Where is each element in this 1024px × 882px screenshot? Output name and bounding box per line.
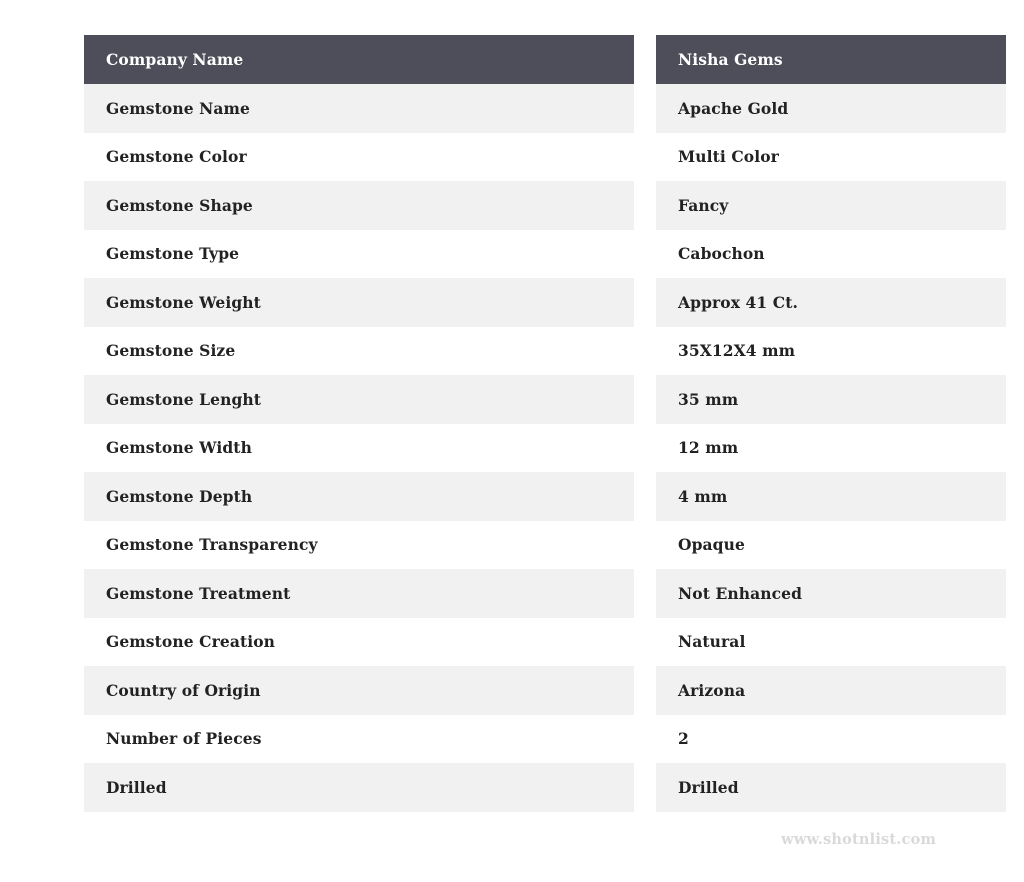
table-row — [84, 569, 1006, 618]
table-row — [84, 84, 1006, 133]
row-label: Gemstone Type — [84, 230, 645, 279]
table-row — [84, 472, 1006, 521]
row-label: Gemstone Shape — [84, 181, 645, 230]
table-header-row — [84, 35, 1006, 84]
row-value: Drilled — [645, 763, 1006, 812]
row-value: 35 mm — [645, 375, 1006, 424]
row-label: Gemstone Name — [84, 84, 645, 133]
row-value: Opaque — [645, 521, 1006, 570]
table-row — [84, 424, 1006, 473]
table-row — [84, 521, 1006, 570]
row-label: Gemstone Creation — [84, 618, 645, 667]
table-row — [84, 133, 1006, 182]
table-row — [84, 715, 1006, 764]
row-value: Arizona — [645, 666, 1006, 715]
gemstone-spec-table — [84, 35, 1006, 812]
row-value: Not Enhanced — [645, 569, 1006, 618]
row-label: Drilled — [84, 763, 645, 812]
row-label: Gemstone Treatment — [84, 569, 645, 618]
row-value: Multi Color — [645, 133, 1006, 182]
row-value: Apache Gold — [645, 84, 1006, 133]
row-value: Approx 41 Ct. — [645, 278, 1006, 327]
row-label: Gemstone Size — [84, 327, 645, 376]
table-row — [84, 763, 1006, 812]
row-label: Gemstone Depth — [84, 472, 645, 521]
row-label: Country of Origin — [84, 666, 645, 715]
row-value: 35X12X4 mm — [645, 327, 1006, 376]
row-value: Fancy — [645, 181, 1006, 230]
table-row — [84, 618, 1006, 667]
row-value: 4 mm — [645, 472, 1006, 521]
row-value: 12 mm — [645, 424, 1006, 473]
table-row — [84, 181, 1006, 230]
row-value: Cabochon — [645, 230, 1006, 279]
table-row — [84, 230, 1006, 279]
row-label: Gemstone Transparency — [84, 521, 645, 570]
row-label: Gemstone Weight — [84, 278, 645, 327]
table-row — [84, 278, 1006, 327]
table-row — [84, 666, 1006, 715]
row-label: Gemstone Color — [84, 133, 645, 182]
table-header-value: Nisha Gems — [645, 35, 1006, 84]
watermark: www.shotnlist.com — [781, 831, 936, 848]
row-label: Gemstone Lenght — [84, 375, 645, 424]
spec-table-body — [84, 35, 1006, 812]
table-header-label: Company Name — [84, 35, 645, 84]
row-value: Natural — [645, 618, 1006, 667]
table-row — [84, 375, 1006, 424]
row-value: 2 — [645, 715, 1006, 764]
table-row — [84, 327, 1006, 376]
row-label: Number of Pieces — [84, 715, 645, 764]
row-label: Gemstone Width — [84, 424, 645, 473]
